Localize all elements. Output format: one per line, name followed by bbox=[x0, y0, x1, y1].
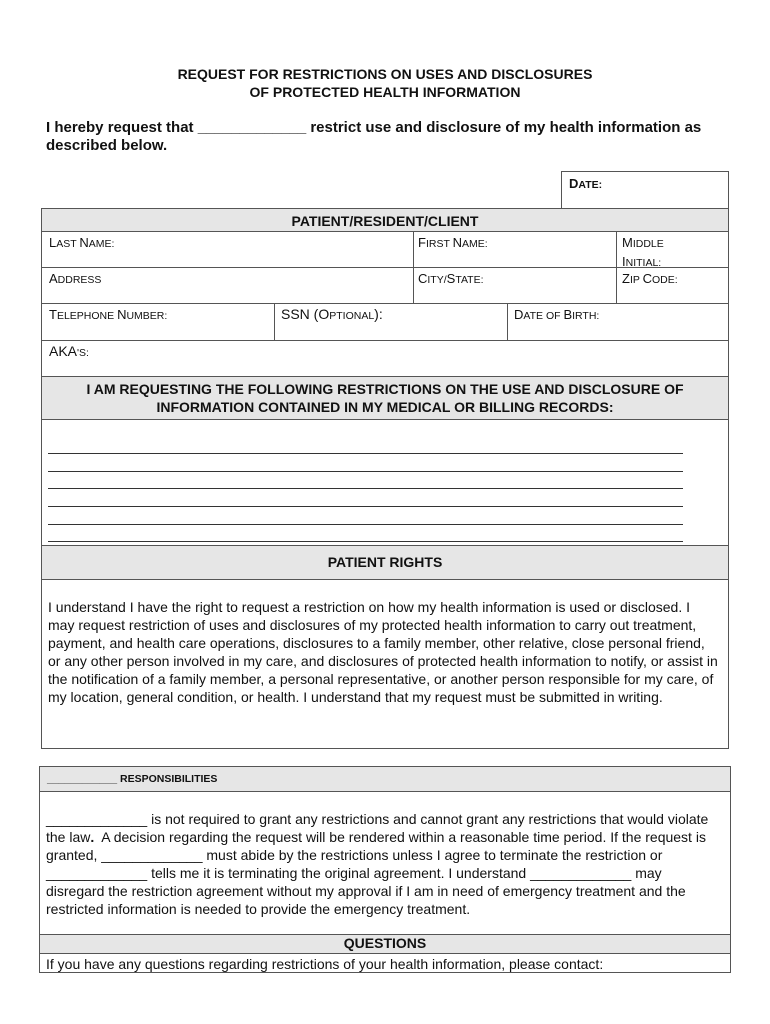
last-name-field[interactable]: LAST NAME: bbox=[49, 235, 115, 250]
date-label: DATE: bbox=[569, 176, 603, 191]
patient-section-header: PATIENT/RESIDENT/CLIENT bbox=[291, 213, 479, 229]
restriction-line[interactable] bbox=[48, 453, 683, 454]
restrictions-header: I AM REQUESTING THE FOLLOWING RESTRICTIONS ON THE USE AND DISCLOSURE OF INFORMATION CONTAINED IN MY MEDICAL OR BILLING RECORDS: bbox=[86, 381, 684, 415]
restriction-line[interactable] bbox=[48, 541, 683, 542]
aka-field[interactable]: AKA'S: bbox=[49, 343, 89, 359]
restriction-line[interactable] bbox=[48, 506, 683, 507]
first-name-field[interactable]: FIRST NAME: bbox=[418, 235, 488, 250]
intro-statement: I hereby request that _____________ restrict use and disclosure of my health information as described below. bbox=[46, 119, 702, 154]
telephone-field[interactable]: TELEPHONE NUMBER: bbox=[49, 307, 168, 322]
restriction-line[interactable] bbox=[48, 524, 683, 525]
restriction-line[interactable] bbox=[48, 471, 683, 472]
date-field[interactable] bbox=[561, 171, 729, 209]
zip-code-field[interactable]: ZIP CODE: bbox=[622, 271, 678, 286]
restriction-line[interactable] bbox=[48, 488, 683, 489]
patient-rights-text: I understand I have the right to request a restriction on how my health information is used or disclosed. I may request restriction of uses and disclosures of my protected health information to carry out treatment, payment, and health care operations, disclosures to a family member, other relative, close personal friend, or any other person involved in my care, and disclosures of protected health information to notify, or assist in the notification of a family member, a personal representative, or another person responsible for my care, of my location, general condition, or health. I understand that my request must be submitted in writing. bbox=[48, 599, 718, 705]
ssn-field[interactable]: SSN (OPTIONAL): bbox=[281, 306, 383, 322]
address-field[interactable]: ADDRESS bbox=[49, 271, 102, 286]
form-title-line2: OF PROTECTED HEALTH INFORMATION bbox=[249, 84, 521, 100]
date-of-birth-field[interactable]: DATE OF BIRTH: bbox=[514, 307, 600, 322]
questions-header: QUESTIONS bbox=[343, 935, 427, 951]
patient-rights-header: PATIENT RIGHTS bbox=[327, 554, 443, 570]
responsibilities-header: ____________ RESPONSIBILITIES bbox=[47, 773, 218, 785]
questions-text: If you have any questions regarding restrictions of your health information, please contact: bbox=[46, 956, 604, 972]
responsibilities-text: _____________ is not required to grant any restrictions and cannot grant any restrictions that would violate the law. A decision regarding the request will be rendered within a reasonable time period. If the request is granted, _____________ must abide by the restrictions unless I agree to terminate the restriction or _____________ tells me it is terminating the original agreement. I understand _____________ may disregard the restriction agreement without my approval if I am in need of emergency treatment and the restricted information is needed to provide the emergency treatment. bbox=[46, 811, 710, 917]
form-title-line1: REQUEST FOR RESTRICTIONS ON USES AND DISCLOSURES bbox=[177, 66, 593, 82]
middle-initial-field[interactable]: MIDDLE INITIAL: bbox=[622, 235, 664, 269]
city-state-field[interactable]: CITY/STATE: bbox=[418, 271, 484, 286]
